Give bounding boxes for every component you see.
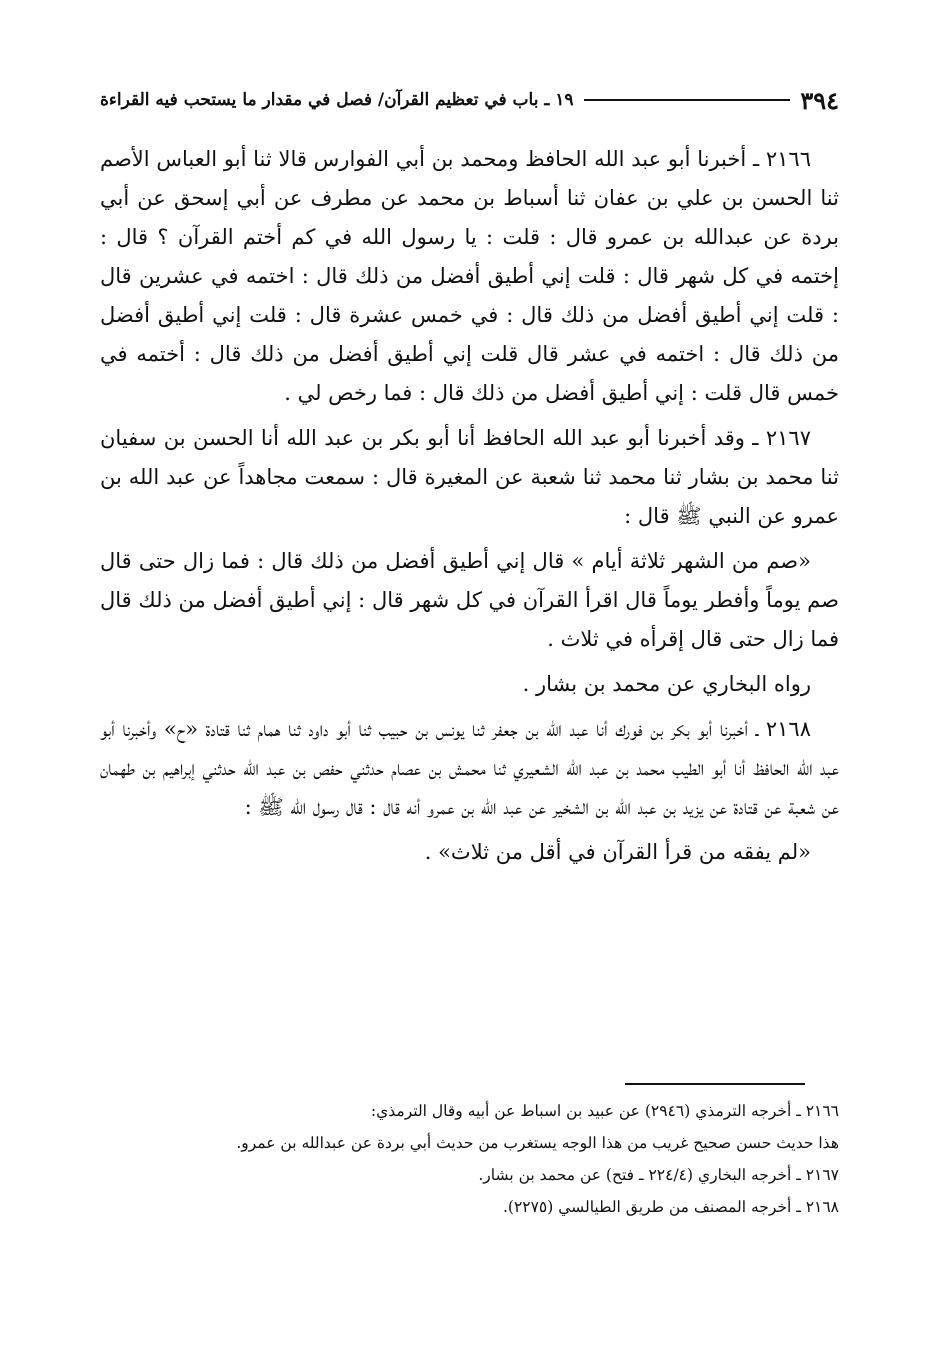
footnote-2168: ٢١٦٨ ـ أخرجه المصنف من طريق الطيالسي (٢٢٧٥). [502,1198,839,1216]
footnote-2166-cont: هذا حديث حسن صحيح غريب من هذا الوجه يستغرب من حديث أبي بردة عن عبدالله بن عمرو. [236,1134,839,1152]
hadith-2166: ٢١٦٦ ـ أخبرنا أبو عبد الله الحافظ ومحمد بن أبي الفوارس قالا ثنا أبو العباس الأصم ثنا الحسن بن علي بن عفان ثنا أسباط بن محمد عن مطرف عن أبي إسحق عن أبي بردة عن عبدالله بن عمرو قال : قلت : يا رسول الله في كم أختم القرآن ؟ قال : إختمه في كل شهر قال : قلت إني أطيق أفضل من ذلك قال : اختمه في عشرين قال : قلت إني أطيق أفضل من ذلك قال : في خمس عشرة قال : قلت إني أطيق أفضل من ذلك قال : اختمه في عشر قال قلت إني أطيق أفضل من ذلك قال : أختمه في خمس قال قلت : إني أطيق أفضل من ذلك قال : فما رخص لي . [100,147,839,405]
page-number: ٣٩٤ [800,85,839,115]
hadith-2167-note: رواه البخاري عن محمد بن بشار . [522,672,811,696]
hadith-2168: ٢١٦٨ ـ أخبرنا أبو بكر بن فورك أنا عبد الله بن جعفر ثنا يونس بن حبيب ثنا أبو داود ثنا همام ثنا قتادة «ح» وأخبرنا أبو عبد الله الحافظ أنا أبو الطيب محمد بن عبد الله الشعيري ثنا محمش بن عصام حدثني حفص بن عبد الله حدثني إبراهيم بن طهمان عن شعبة عن قتادة عن يزيد بن عبد الله بن الشخير عن عبد الله بن عمرو أنه قال : قال رسول الله ﷺ : [100,717,839,819]
header-rule [584,99,791,101]
footnote-separator [625,1083,805,1085]
hadith-2168-matn: «لم يفقه من قرأ القرآن في أقل من ثلاث» . [424,840,811,864]
footnotes [100,1095,839,1223]
hadith-2167: ٢١٦٧ ـ وقد أخبرنا أبو عبد الله الحافظ أنا أبو بكر بن عبد الله أنا الحسن بن سفيان ثنا محمد بن بشار ثنا محمد ثنا شعبة عن المغيرة قال : سمعت مجاهداً عن عبد الله بن عمرو عن النبي ﷺ قال : [100,426,839,528]
main-text [100,140,839,878]
footnote-2167: ٢١٦٧ ـ أخرجه البخاري (٢٢٤/٤ ـ فتح) عن محمد بن بشار. [478,1166,839,1184]
chapter-title: ١٩ ـ باب في تعظيم القرآن/ فصل في مقدار ما يستحب فيه القراءة [100,90,574,110]
footnote-2166: ٢١٦٦ ـ أخرجه الترمذي (٢٩٤٦) عن عبيد بن اسباط عن أبيه وقال الترمذي: [370,1102,839,1120]
running-header [100,80,839,120]
hadith-2167-matn: «صم من الشهر ثلاثة أيام » قال إني أطيق أفضل من ذلك قال : فما زال حتى قال صم يوماً وأفطر يوماً قال اقرأ القرآن في كل شهر قال : إني أطيق أفضل من ذلك قال فما زال حتى قال إقرأه في ثلاث . [100,549,839,651]
